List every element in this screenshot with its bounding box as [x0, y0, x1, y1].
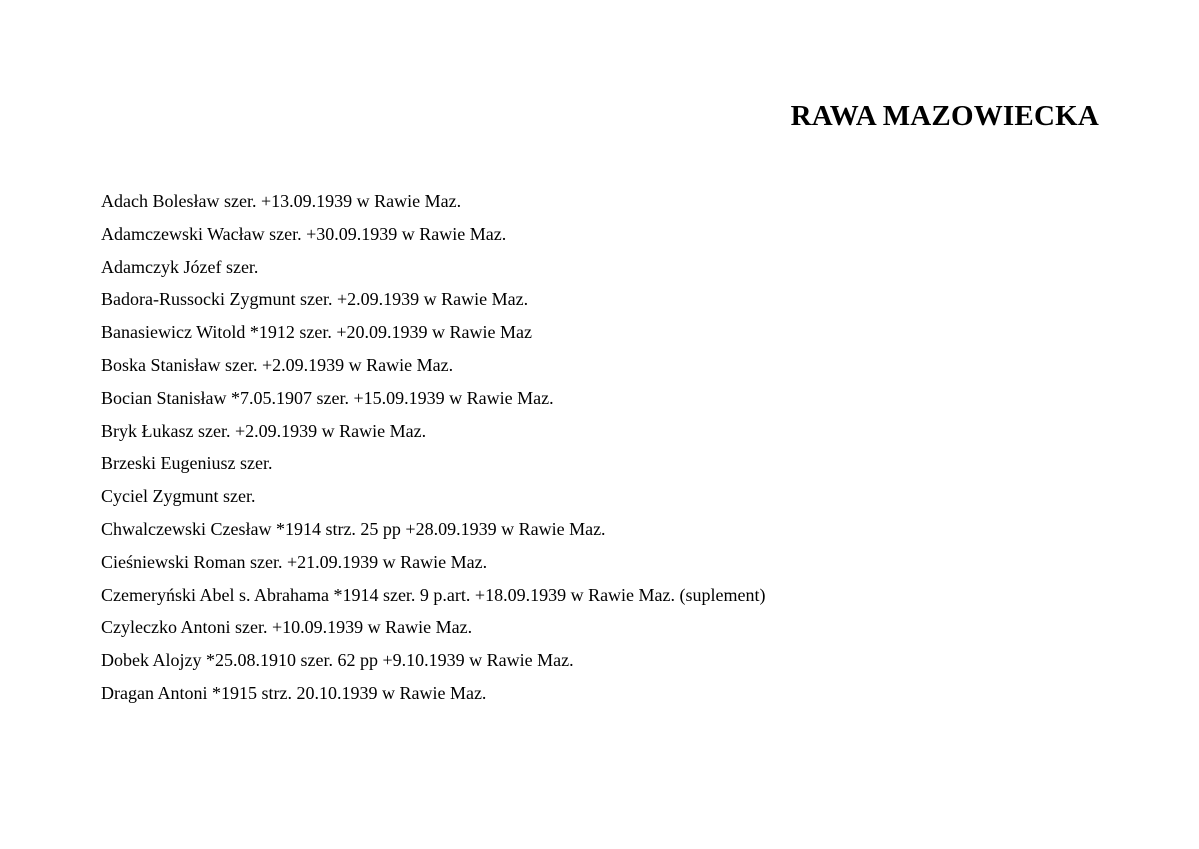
- list-item: Czemeryński Abel s. Abrahama *1914 szer. 9 p.art. +18.09.1939 w Rawie Maz. (suplement): [101, 584, 766, 605]
- list-item: Boska Stanisław szer. +2.09.1939 w Rawie Maz.: [101, 354, 454, 375]
- casualty-list: [101, 185, 766, 710]
- list-item: Bryk Łukasz szer. +2.09.1939 w Rawie Maz.: [101, 420, 427, 441]
- list-item: Dobek Alojzy *25.08.1910 szer. 62 pp +9.10.1939 w Rawie Maz.: [101, 650, 574, 671]
- list-item: Adamczewski Wacław szer. +30.09.1939 w Rawie Maz.: [101, 223, 507, 244]
- list-item: Chwalczewski Czesław *1914 strz. 25 pp +28.09.1939 w Rawie Maz.: [101, 518, 606, 539]
- list-item: Bocian Stanisław *7.05.1907 szer. +15.09.1939 w Rawie Maz.: [101, 387, 554, 408]
- list-item: Cieśniewski Roman szer. +21.09.1939 w Rawie Maz.: [101, 551, 488, 572]
- list-item: Czyleczko Antoni szer. +10.09.1939 w Rawie Maz.: [101, 617, 473, 638]
- list-item: Adach Bolesław szer. +13.09.1939 w Rawie Maz.: [101, 191, 462, 211]
- list-item: Cyciel Zygmunt szer.: [101, 486, 256, 507]
- list-item: Adamczyk Józef szer.: [101, 256, 259, 277]
- list-item: Brzeski Eugeniusz szer.: [101, 453, 273, 474]
- list-item: Dragan Antoni *1915 strz. 20.10.1939 w Rawie Maz.: [101, 682, 487, 703]
- list-item: Badora-Russocki Zygmunt szer. +2.09.1939 w Rawie Maz.: [101, 289, 529, 310]
- list-item: Banasiewicz Witold *1912 szer. +20.09.1939 w Rawie Maz: [101, 322, 533, 343]
- page-title: RAWA MAZOWIECKA: [790, 100, 1099, 132]
